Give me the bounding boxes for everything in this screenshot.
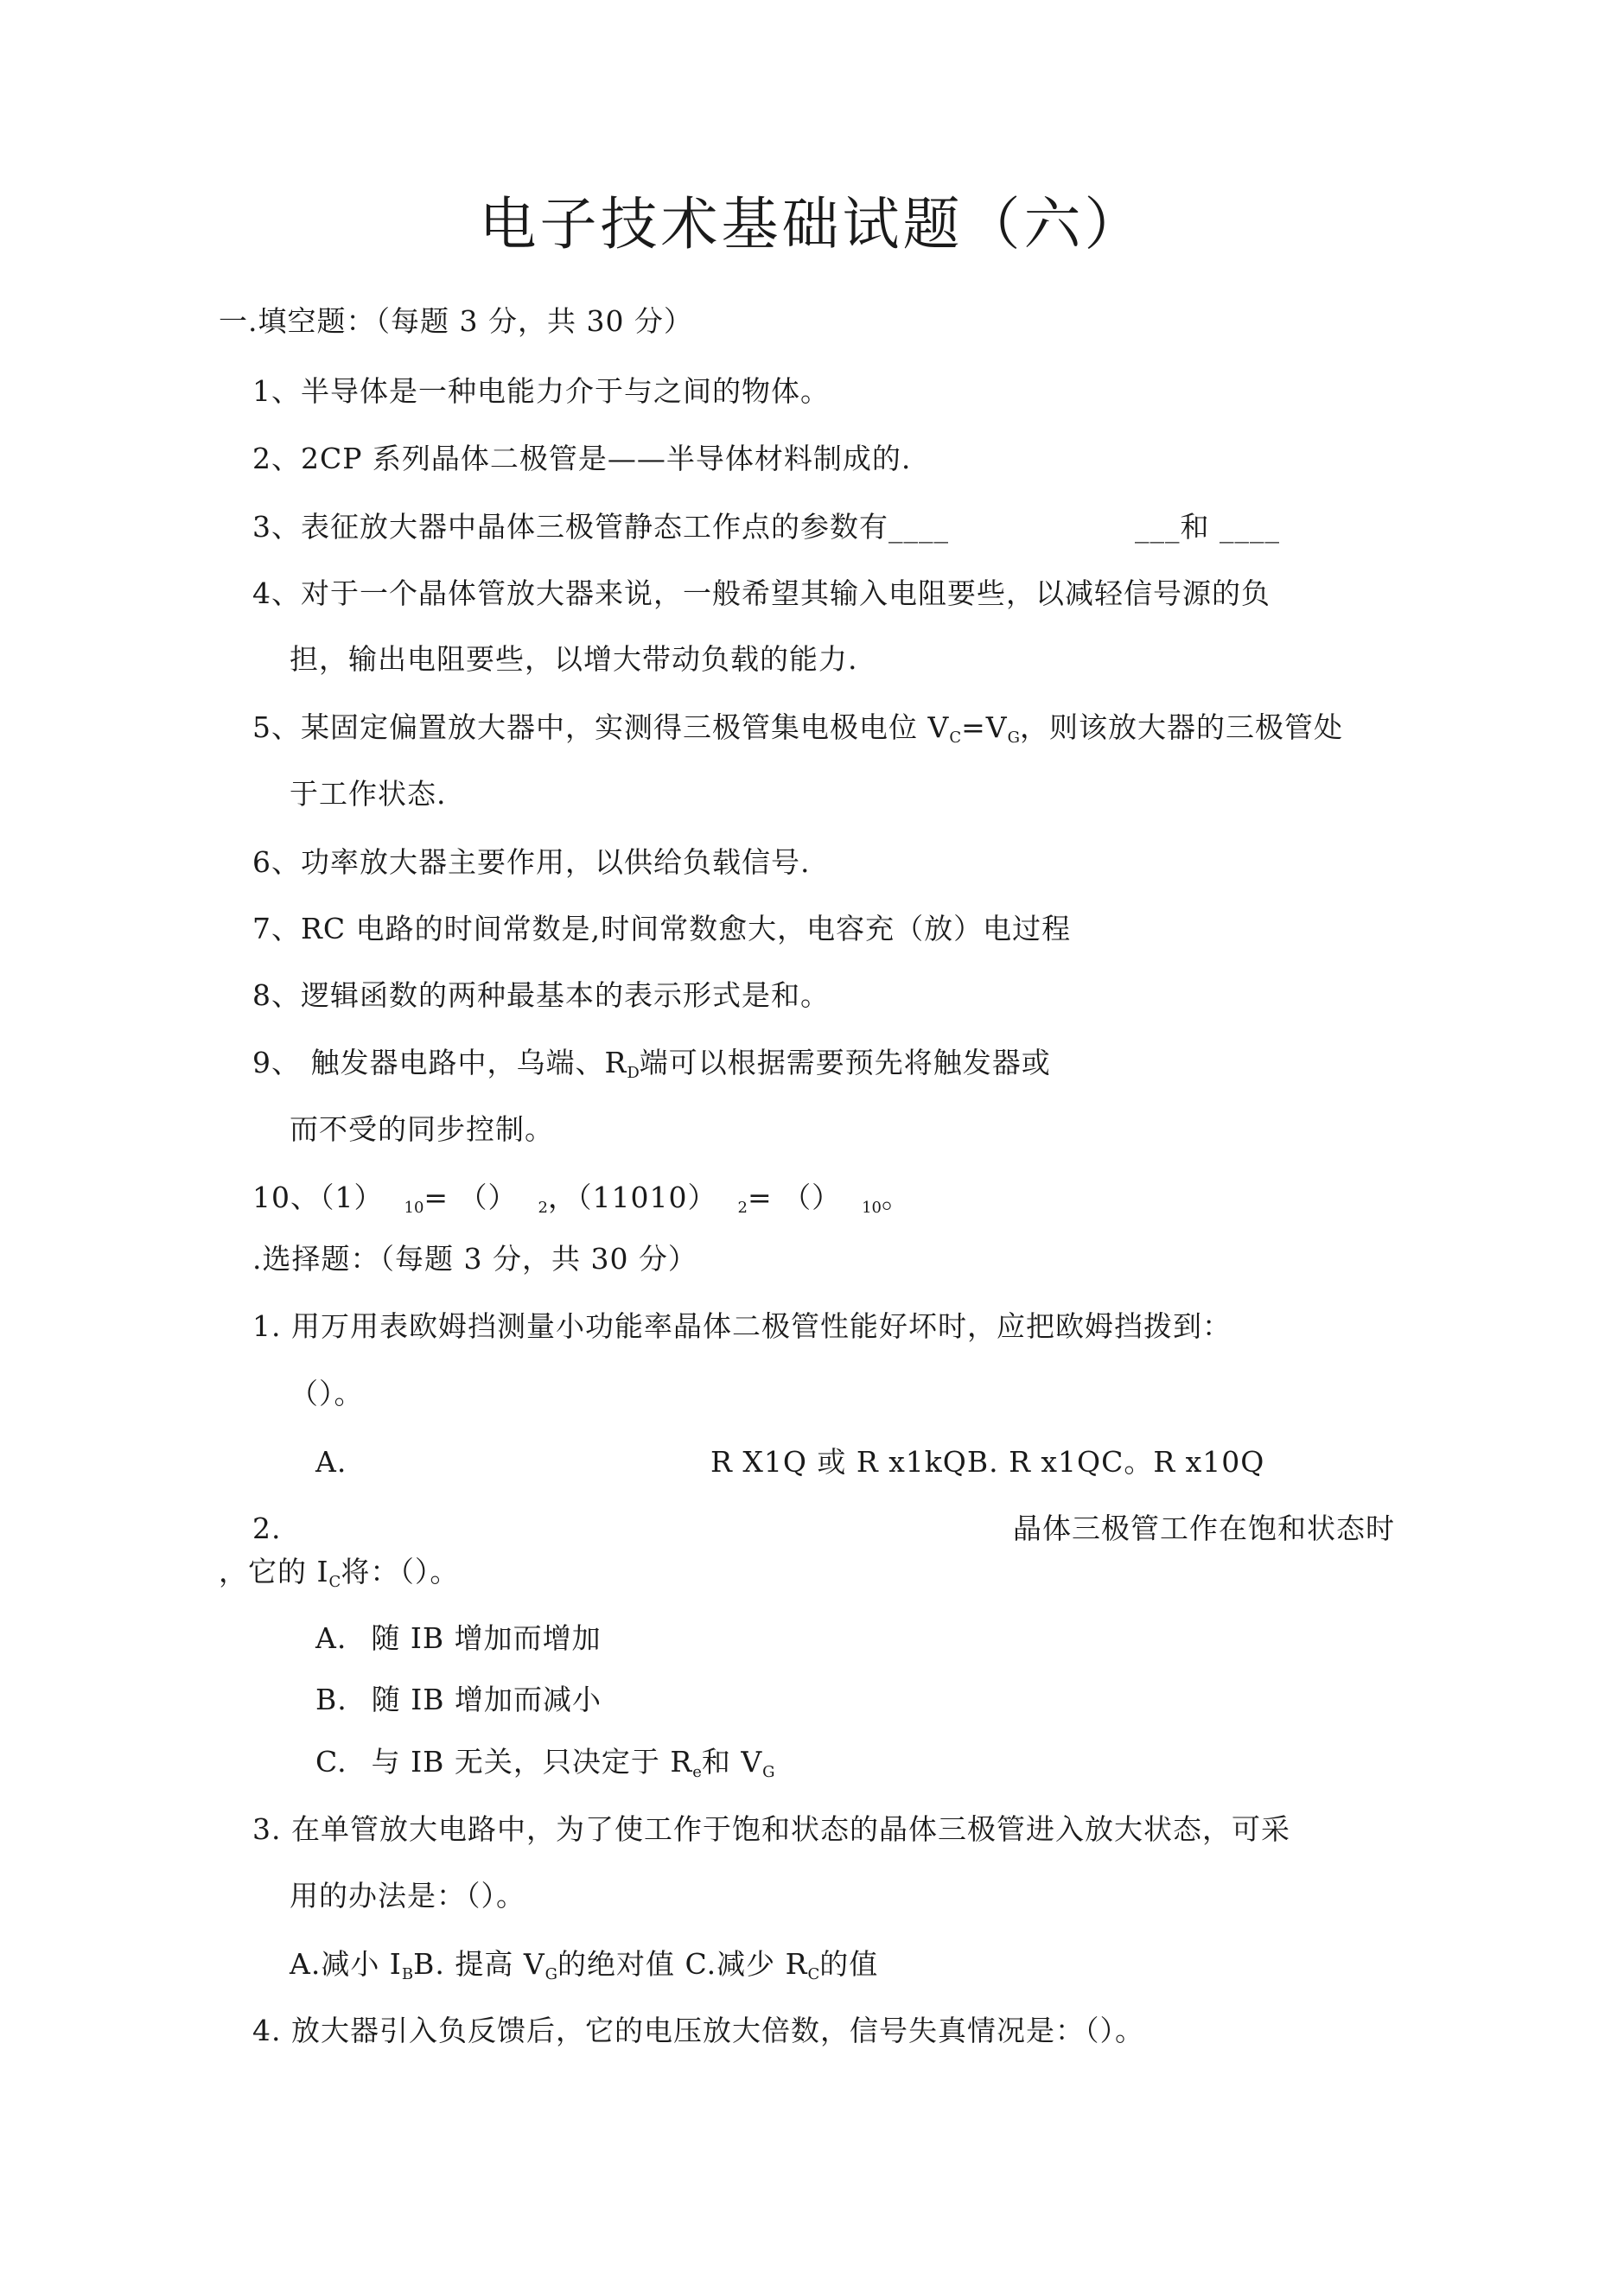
fill-question-5-line1: 5、某固定偏置放大器中，实测得三极管集电极电位 $V_C=V_G$，则该放大器的三极管处	[252, 710, 1343, 747]
fill-question-4-line1: 4、对于一个晶体管放大器来说，一般希望其输入电阻要些，以减轻信号源的负	[252, 576, 1271, 610]
fill-question-8: 8、逻辑函数的两种最基本的表示形式是和。	[252, 978, 830, 1012]
fill-question-10: 10、（1） $_{10}$= （） $_2$，（11010） $_2$= （） $_{10}$。	[252, 1181, 911, 1217]
fill-question-9-line2: 而不受的同步控制。	[290, 1112, 554, 1146]
fill-question-3: 3、表征放大器中晶体三极管静态工作点的参数有____	[252, 510, 949, 544]
choice-question-2-option-a: A. 随 IB 增加而增加	[315, 1621, 602, 1655]
choice-question-4: 4. 放大器引入负反馈后，它的电压放大倍数，信号失真情况是：（）。	[252, 2014, 1144, 2047]
section1-heading: 一.填空题：（每题 3 分，共 30 分）	[219, 304, 693, 338]
choice-question-1-line2: （）。	[290, 1377, 364, 1410]
choice-question-1-option-a-label: A.	[315, 1445, 347, 1479]
choice-question-2-option-b: B. 随 IB 增加而减小	[315, 1683, 602, 1716]
fill-question-7: 7、RC 电路的时间常数是,时间常数愈大，电容充（放）电过程	[252, 912, 1072, 945]
fill-question-2: 2、2CP 系列晶体二极管是——半导体材料制成的.	[252, 442, 912, 475]
choice-question-2-option-c: C. 与 IB 无关，只决定于 $R_e$和 $V_G$	[315, 1745, 775, 1781]
choice-question-2-text: 晶体三极管工作在饱和状态时	[1013, 1512, 1395, 1545]
choice-question-3-line2: 用的办法是：（）。	[290, 1879, 525, 1913]
fill-question-4-line2: 担，输出电阻要些，以增大带动负载的能力.	[290, 642, 858, 676]
choice-question-3-options: A.减小 $I_BB$. 提高 $V_G$的绝对值 C.减少 $R_C$的值	[290, 1947, 879, 1983]
page-title: 电子技术基础试题（六）	[479, 191, 1145, 258]
fill-question-5-line2: 于工作状态.	[290, 777, 447, 811]
section2-heading: .选择题：（每题 3 分，共 30 分）	[252, 1242, 697, 1276]
choice-question-2-line2: ，它的 $I_C$将：（）。	[219, 1555, 460, 1591]
choice-question-3-line1: 3. 在单管放大电路中，为了使工作于饱和状态的晶体三极管进入放大状态，可采	[252, 1812, 1290, 1846]
fill-question-9-line1: 9、 触发器电路中，乌端、$R_D$端可以根据需要预先将触发器或	[252, 1046, 1051, 1082]
fill-question-6: 6、功率放大器主要作用，以供给负载信号.	[252, 845, 811, 879]
choice-question-2-number: 2.	[252, 1512, 282, 1545]
fill-question-1: 1、半导体是一种电能力介于与之间的物体。	[252, 374, 830, 408]
choice-question-1-line1: 1. 用万用表欧姆挡测量小功能率晶体二极管性能好坏时，应把欧姆挡拨到：	[252, 1309, 1232, 1343]
fill-question-3-blanks: ___和 ____	[1135, 510, 1280, 544]
choice-question-1-options: R X1Q 或 R x1kQB. R x1QC。R x10Q	[710, 1445, 1265, 1479]
